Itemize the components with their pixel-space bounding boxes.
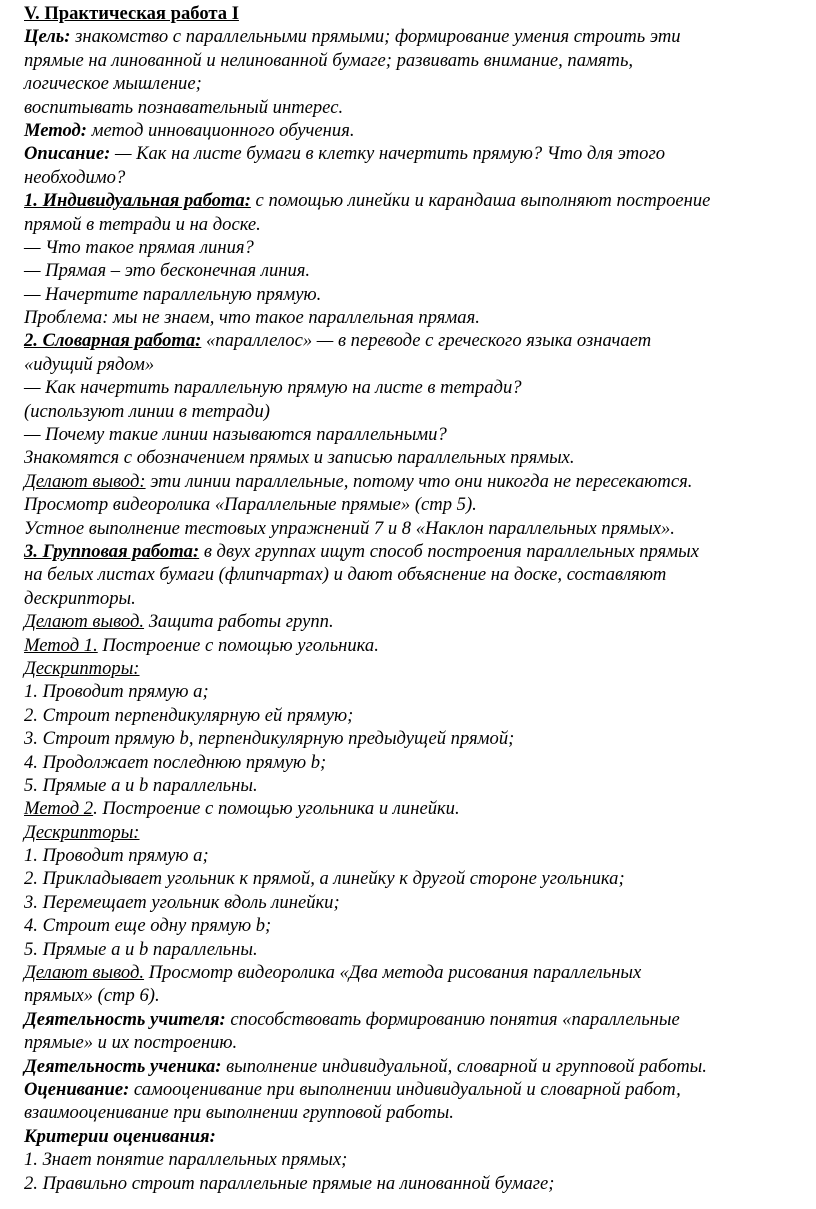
group-conclusion [24,610,794,633]
method1-step-4: 4. Продолжает последнюю прямую b; [24,751,327,773]
assessment-label: Оценивание: [24,1078,130,1100]
vocabulary-line-1 [24,329,794,352]
vocabulary-exercises: Устное выполнение тестовых упражнений 7 и 8 «Наклон параллельных прямых». [24,517,675,539]
vocabulary-question-2: — Почему такие линии называются параллельными? [24,424,447,446]
description-text-1: — Как на листе бумаги в клетку начертить прямую? Что для этого [110,143,666,165]
teacher-line-1 [24,1008,794,1031]
goal-line-4: воспитывать познавательный интерес. [24,96,344,118]
method2-step-3: 3. Перемещает угольник вдоль линейки; [24,891,340,913]
group-conclusion-2-cont: прямых» (стр 6). [24,985,160,1007]
group-conclusion-2 [24,961,794,984]
vocabulary-video: Просмотр видеоролика «Параллельные прямые» (стр 5). [24,494,477,516]
assessment-text-1: самооценивание при выполнении индивидуальной и словарной работ, [129,1078,681,1100]
vocabulary-line-2: «идущий рядом» [24,353,155,375]
method1-step-5: 5. Прямые a и b параллельны. [24,774,258,796]
method2-text: . Построение с помощью угольника и линейки. [93,798,460,820]
section-title: V. Практическая работа I [24,3,239,24]
group-text-1: в двух группах ищут способ построения параллельных прямых [199,540,699,562]
method2-step-5: 5. Прямые a и b параллельны. [24,938,258,960]
vocabulary-conclusion-text: эти линии параллельные, потому что они никогда не пересекаются. [145,470,693,492]
teacher-label: Деятельность учителя: [24,1008,226,1030]
individual-text-1: с помощью линейки и карандаша выполняют построение [250,190,711,212]
teacher-line-2: прямые» и их построению. [24,1032,238,1054]
method1-label: Метод 1. [24,634,98,656]
individual-label: 1. Индивидуальная работа: [24,190,251,212]
method2-label: Метод 2 [24,798,94,820]
criteria-label: Критерии оценивания: [24,1125,216,1147]
vocabulary-note: Знакомятся с обозначением прямых и записью параллельных прямых. [24,447,575,469]
method2-step-1: 1. Проводит прямую a; [24,845,209,867]
method2-line [24,797,794,820]
group-conclusion-label: Делают вывод. [24,611,145,633]
group-conclusion2-text: Просмотр видеоролика «Два метода рисования параллельных [144,962,642,984]
description-line-1 [24,142,794,165]
individual-line-2: прямой в тетради и на доске. [24,213,261,235]
method-line [24,119,794,142]
group-conclusion-text: Защита работы групп. [144,611,334,633]
method1-step-2: 2. Строит перпендикулярную ей прямую; [24,704,354,726]
individual-question-1: — Что такое прямая линия? [24,236,254,258]
descriptors2-label: Дескрипторы: [24,821,140,843]
individual-problem: Проблема: мы не знаем, что такое параллельная прямая. [24,307,480,329]
student-text: выполнение индивидуальной, словарной и групповой работы. [221,1055,707,1077]
method-label: Метод: [24,119,87,141]
vocabulary-question-1: — Как начертить параллельную прямую на листе в тетради? [24,377,522,399]
goal-line-1 [24,25,794,48]
goal-label: Цель: [24,26,71,48]
description-line-2: необходимо? [24,166,126,188]
method2-step-2: 2. Прикладывает угольник к прямой, а линейку к другой стороне угольника; [24,868,625,890]
criteria-item-1: 1. Знает понятие параллельных прямых; [24,1149,348,1171]
group-label: 3. Групповая работа: [24,540,200,562]
individual-task: — Начертите параллельную прямую. [24,283,322,305]
method1-step-1: 1. Проводит прямую a; [24,681,209,703]
vocabulary-label: 2. Словарная работа: [24,330,202,352]
group-line-2: на белых листах бумаги (флипчартах) и дают объяснение на доске, составляют [24,564,667,586]
method-text: метод инновационного обучения. [86,119,355,141]
group-line-1 [24,540,794,563]
group-line-3: дескрипторы. [24,587,136,609]
criteria-item-2: 2. Правильно строит параллельные прямые на линованной бумаге; [24,1172,555,1194]
description-label: Описание: [24,143,111,165]
vocabulary-conclusion [24,470,794,493]
teacher-text-1: способствовать формированию понятия «параллельные [225,1008,680,1030]
method1-text: Построение с помощью угольника. [97,634,379,656]
vocabulary-text-1: «параллелос» — в переводе с греческого языка означает [201,330,652,352]
assessment-line-2: взаимооценивание при выполнении групповой работы. [24,1102,454,1124]
student-line [24,1055,794,1078]
individual-line-1 [24,189,794,212]
goal-line-3: логическое мышление; [24,73,202,95]
student-label: Деятельность ученика: [24,1055,222,1077]
vocabulary-conclusion-label: Делают вывод: [24,470,146,492]
group-conclusion2-label: Делают вывод. [24,962,145,984]
goal-line-2: прямые на линованной и нелинованной бумаге; развивать внимание, память, [24,49,634,71]
goal-text-1: знакомство с параллельными прямыми; формирование умения строить эти [70,26,681,48]
method1-step-3: 3. Строит прямую b, перпендикулярную предыдущей прямой; [24,728,515,750]
descriptors-label: Дескрипторы: [24,657,140,679]
vocabulary-answer-1: (используют линии в тетради) [24,400,270,422]
assessment-line-1 [24,1078,794,1101]
method2-step-4: 4. Строит еще одну прямую b; [24,915,272,937]
method1-line [24,634,794,657]
individual-answer-1: — Прямая – это бесконечная линия. [24,260,311,282]
